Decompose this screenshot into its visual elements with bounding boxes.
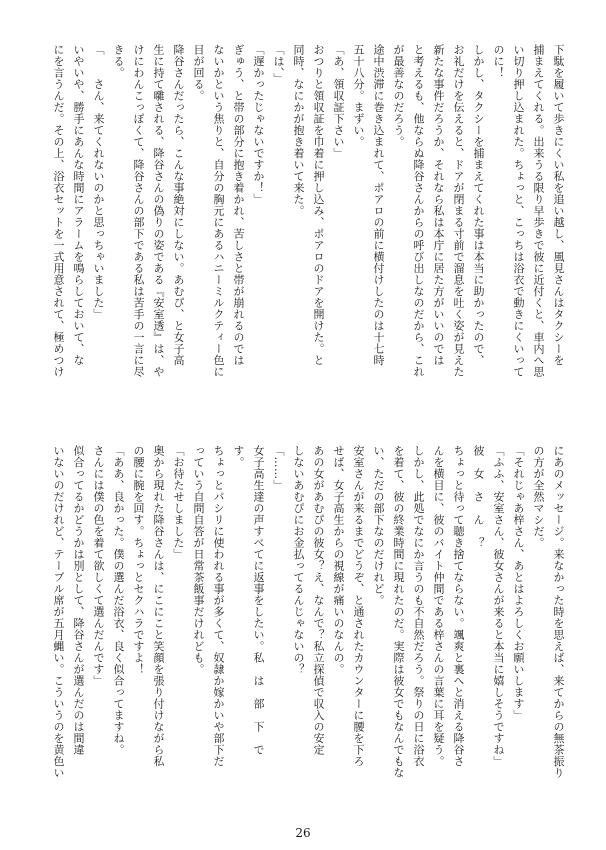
text-line: いやいや、勝手にあんな時間にアラームを鳴らしておいて、な (72, 44, 85, 366)
text-line: せば、女子高生からの視線が痛いのなんの。 (332, 445, 345, 675)
text-line: 「ああ、良かった。僕の選んだ浴衣、良く似合ってますね。 (112, 445, 125, 762)
text-line: の方が全然マシだ。 (532, 445, 545, 549)
text-line: 同時、なにかが抱き着いて来た。 (292, 44, 305, 217)
text-line: 降谷さんだったら、こんな事絶対にしない。あむぴ、と女子高 (172, 44, 185, 366)
text-line: けにわんこっぽくて、降谷さんの部下である私は苦手の一言に尽 (132, 44, 145, 378)
text-line: 「あ、領収証下さい」 (332, 44, 345, 159)
text-line: さんには僕の色を着て欲しくて選んだんです」 (92, 445, 105, 687)
text-line: い、ただの部下なのだけれど。 (372, 445, 385, 606)
text-line: と考えるも、他ならぬ降谷さんからの呼び出しなのだから、これ (412, 44, 425, 378)
text-line: にあのメッセージ。来なかった時を思えば、来てからの無茶振り (552, 445, 565, 779)
text-line: 五十八分。まずい。 (352, 44, 365, 148)
text-line: ちょっと待って聴き捨てならない。颯爽と裏へと消える降谷さ (452, 445, 465, 767)
text-line: 生に持て囃される、降谷さんの偽りの姿である『安室透』は、や (152, 44, 165, 378)
page-number: 26 (295, 826, 311, 840)
text-line: 「……」 (272, 445, 285, 491)
text-line: 彼 女 さ ん ？ (472, 445, 485, 549)
text-line: あの女があむぴの彼女？え、なんで？私立探偵で収入の安定 (312, 445, 325, 756)
text-line: 新たな事件だろうか、それなら私は本庁に居た方がいいのでは (432, 44, 445, 366)
text-line: しかし、タクシーを捕まえてくれた事は本当に助かったので、 (472, 44, 485, 366)
text-line: 下駄を履いて歩きにくい私を追い越し、風見さんはタクシーを (552, 44, 565, 366)
text-line: お礼だけを伝えると、ドアが閉まる寸前で溜息を吐く姿が見えた (452, 44, 465, 378)
text-line: ぎゅう、と帯の部分に抱き着かれ、苦しさと帯が崩れるのでは (232, 44, 245, 366)
text-line: んを横目に、彼のバイト仲間である梓さんの言葉に耳を疑う。 (432, 445, 445, 767)
text-line: 女子高生達の声すべてに返事をしたい。私 は 部 下 で (252, 445, 265, 756)
text-line: きる。 (112, 44, 125, 79)
text-line: 奥から現れた降谷さんは、にこにこと笑顔を張り付けながら私 (152, 445, 165, 767)
text-line: 「それじゃあ梓さん、あとはよろしくお願いします」 (512, 445, 525, 721)
text-line: しかし、此処でなにか言うのも不自然だろう。祭りの日に浴衣 (412, 445, 425, 767)
text-line: ないかという焦りと、自分の胸元にあるハニーミルクティー色に (212, 44, 225, 378)
text-line: おつりと領収証を巾着に押し込み、ポアロのドアを開けた。と (312, 44, 325, 366)
text-line: 途中渋滞に巻き込まれて、ポアロの前に横付けしたのは十七時 (372, 44, 385, 366)
text-line: のに！ (492, 44, 505, 79)
text-line: 「お待たせしました」 (172, 445, 185, 560)
text-line: しないあむぴにお金払ってるんじゃないの？ (292, 445, 305, 675)
text-line: 「は、」 (272, 44, 285, 85)
upper-text-block (52, 44, 568, 422)
lower-text-block (52, 445, 568, 825)
text-line: っていう自問自答が日常茶飯事だけれども。 (192, 445, 205, 675)
text-line: を着て、彼の終業時間に現れたのだ。実際は彼女でもなんでもな (392, 445, 405, 779)
text-line: 「 さん、来てくれないのかと思っちゃいました」 (92, 44, 105, 320)
text-line: 「遅かったじゃないですか！」 (252, 44, 265, 205)
text-line: が最善なのだろう。 (392, 44, 405, 148)
text-line: 「ふふ、安室さん、彼女さんが来ると本当に嬉しそうですね」 (492, 445, 505, 767)
text-line: 似合ってるかどうかは別として、降谷さんが選んだのは間違 (72, 445, 85, 756)
text-line: 目が回る。 (192, 44, 205, 102)
text-line: の腰に腕を回す。ちょっとセクハラですよ！ (132, 445, 145, 675)
text-line: 安室さんが来るまでどうぞ、と通されたカウンターに腰を下ろ (352, 445, 365, 767)
text-line: いないのだけれど、テーブル席が五月蝿い。こういうのを黄色い (52, 445, 65, 779)
text-line: 捕まえてくれる。出来うる限り早歩きで彼に近付くと、車内へ思 (532, 44, 545, 378)
text-line: い切り押し込まれた。ちょっと、こっちは浴衣で動きにくいって (512, 44, 525, 378)
text-line: す。 (232, 445, 245, 468)
text-line: ちょっとパシリに使われる事が多くて、奴隷か嫁かいや部下だ (212, 445, 225, 767)
text-line: にを言うんだ。その上、浴衣セットを一式用意されて、極めつけ (52, 44, 65, 378)
